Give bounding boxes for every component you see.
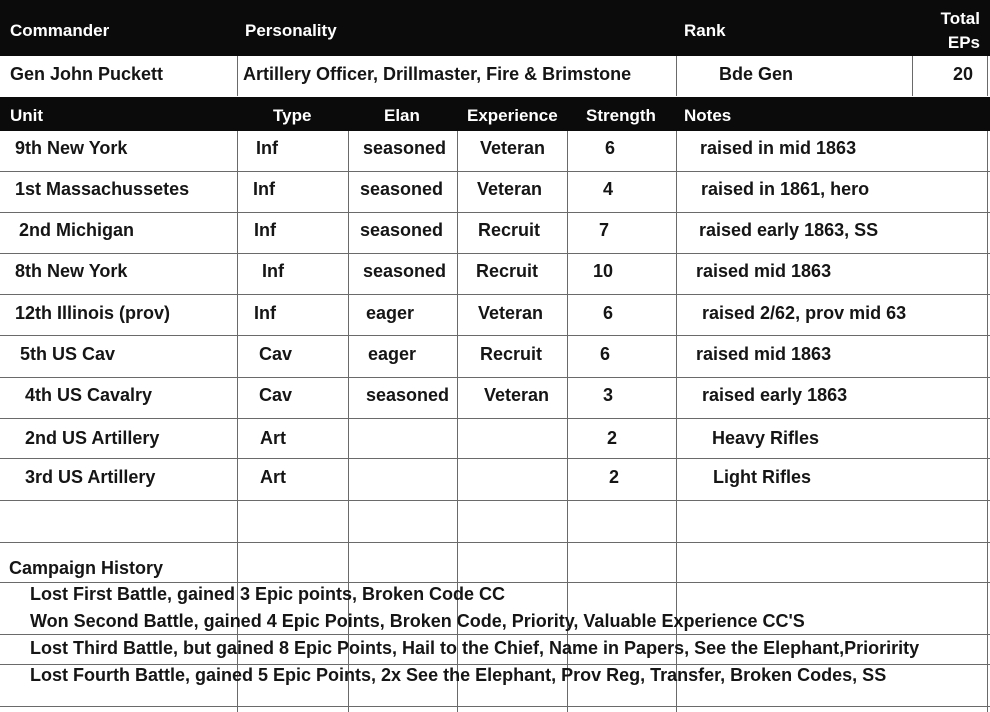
unit-strength: 6 bbox=[600, 344, 611, 364]
commander-total-eps: 20 bbox=[953, 64, 974, 84]
unit-experience: Veteran bbox=[478, 303, 544, 323]
unit-name: 2nd US Artillery bbox=[25, 428, 160, 448]
unit-type: Art bbox=[260, 467, 286, 487]
unit-type: Cav bbox=[259, 385, 293, 405]
notes-header: Notes bbox=[684, 106, 732, 125]
unit-name: 8th New York bbox=[15, 261, 128, 281]
unit-name: 12th Illinois (prov) bbox=[15, 303, 171, 323]
unit-type: Art bbox=[260, 428, 286, 448]
unit-notes: raised mid 1863 bbox=[696, 344, 832, 364]
personality-header: Personality bbox=[245, 21, 337, 40]
unit-type: Cav bbox=[259, 344, 293, 364]
unit-notes: raised in 1861, hero bbox=[701, 179, 870, 199]
rank-header: Rank bbox=[684, 21, 726, 40]
unit-strength: 7 bbox=[599, 220, 610, 240]
unit-name: 2nd Michigan bbox=[19, 220, 135, 240]
row-divider bbox=[0, 212, 990, 213]
commander-personality: Artillery Officer, Drillmaster, Fire & Brimstone bbox=[243, 64, 632, 84]
unit-name: 1st Massachussetes bbox=[15, 179, 190, 199]
unit-elan: seasoned bbox=[366, 385, 450, 405]
row-divider bbox=[0, 706, 990, 707]
unit-notes: raised in mid 1863 bbox=[700, 138, 857, 158]
unit-experience: Recruit bbox=[480, 344, 543, 364]
row-divider bbox=[0, 294, 990, 295]
commander-header: Commander bbox=[10, 21, 110, 40]
campaign-history-title: Campaign History bbox=[9, 558, 164, 578]
unit-notes: raised early 1863, SS bbox=[699, 220, 879, 240]
campaign-entry: Lost Fourth Battle, gained 5 Epic Points, 2x See the Elephant, Prov Reg, Transfer, Broken Codes, SS bbox=[30, 665, 887, 685]
unit-experience: Veteran bbox=[477, 179, 543, 199]
unit-strength: 6 bbox=[603, 303, 614, 323]
commander-rank: Bde Gen bbox=[719, 64, 794, 84]
row-divider bbox=[0, 377, 990, 378]
commander-divider bbox=[676, 56, 677, 96]
row-divider bbox=[0, 634, 990, 635]
column-divider bbox=[987, 131, 988, 712]
unit-name: 5th US Cav bbox=[20, 344, 116, 364]
total-eps-header-line1: Total bbox=[940, 9, 980, 28]
unit-type: Inf bbox=[254, 303, 276, 323]
row-divider bbox=[0, 458, 990, 459]
total-eps-header-line2: EPs bbox=[947, 33, 980, 52]
row-divider bbox=[0, 171, 990, 172]
unit-notes: raised 2/62, prov mid 63 bbox=[702, 303, 907, 323]
unit-elan: seasoned bbox=[360, 179, 444, 199]
unit-strength: 6 bbox=[605, 138, 616, 158]
unit-experience: Veteran bbox=[484, 385, 550, 405]
commander-divider bbox=[237, 56, 238, 96]
unit-strength: 4 bbox=[603, 179, 614, 199]
unit-experience: Veteran bbox=[480, 138, 546, 158]
commander-header-bar bbox=[0, 0, 990, 56]
unit-experience: Recruit bbox=[478, 220, 541, 240]
unit-notes: raised mid 1863 bbox=[696, 261, 832, 281]
unit-elan: seasoned bbox=[363, 261, 447, 281]
commander-divider bbox=[912, 56, 913, 96]
strength-header: Strength bbox=[586, 106, 656, 125]
unit-name: 3rd US Artillery bbox=[25, 467, 156, 487]
row-divider bbox=[0, 335, 990, 336]
campaign-entry: Lost Third Battle, but gained 8 Epic Points, Hail to the Chief, Name in Papers, See the Elephant,Prioririty bbox=[30, 638, 920, 658]
row-divider bbox=[0, 253, 990, 254]
unit-strength: 2 bbox=[607, 428, 618, 448]
unit-elan: eager bbox=[368, 344, 417, 364]
row-divider bbox=[0, 418, 990, 419]
unit-strength: 2 bbox=[609, 467, 620, 487]
row-divider bbox=[0, 582, 990, 583]
unit-elan: eager bbox=[366, 303, 415, 323]
unit-elan: seasoned bbox=[363, 138, 447, 158]
commander-divider bbox=[987, 56, 988, 96]
row-divider bbox=[0, 542, 990, 543]
unit-notes: Heavy Rifles bbox=[712, 428, 820, 448]
unit-type: Inf bbox=[256, 138, 278, 158]
unit-name: 4th US Cavalry bbox=[25, 385, 153, 405]
commander-name: Gen John Puckett bbox=[10, 64, 164, 84]
type-header: Type bbox=[273, 106, 312, 125]
unit-name: 9th New York bbox=[15, 138, 128, 158]
unit-notes: Light Rifles bbox=[713, 467, 811, 487]
elan-header: Elan bbox=[384, 106, 420, 125]
unit-type: Inf bbox=[254, 220, 276, 240]
unit-strength: 10 bbox=[593, 261, 614, 281]
unit-notes: raised early 1863 bbox=[702, 385, 848, 405]
unit-header: Unit bbox=[10, 106, 44, 125]
unit-experience: Recruit bbox=[476, 261, 539, 281]
unit-elan: seasoned bbox=[360, 220, 444, 240]
row-divider bbox=[0, 500, 990, 501]
unit-strength: 3 bbox=[603, 385, 614, 405]
unit-type: Inf bbox=[262, 261, 284, 281]
campaign-entry: Won Second Battle, gained 4 Epic Points, Broken Code, Priority, Valuable Experience CC'S bbox=[30, 611, 805, 631]
unit-type: Inf bbox=[253, 179, 275, 199]
campaign-entry: Lost First Battle, gained 3 Epic points, Broken Code CC bbox=[30, 584, 506, 604]
experience-header: Experience bbox=[467, 106, 558, 125]
